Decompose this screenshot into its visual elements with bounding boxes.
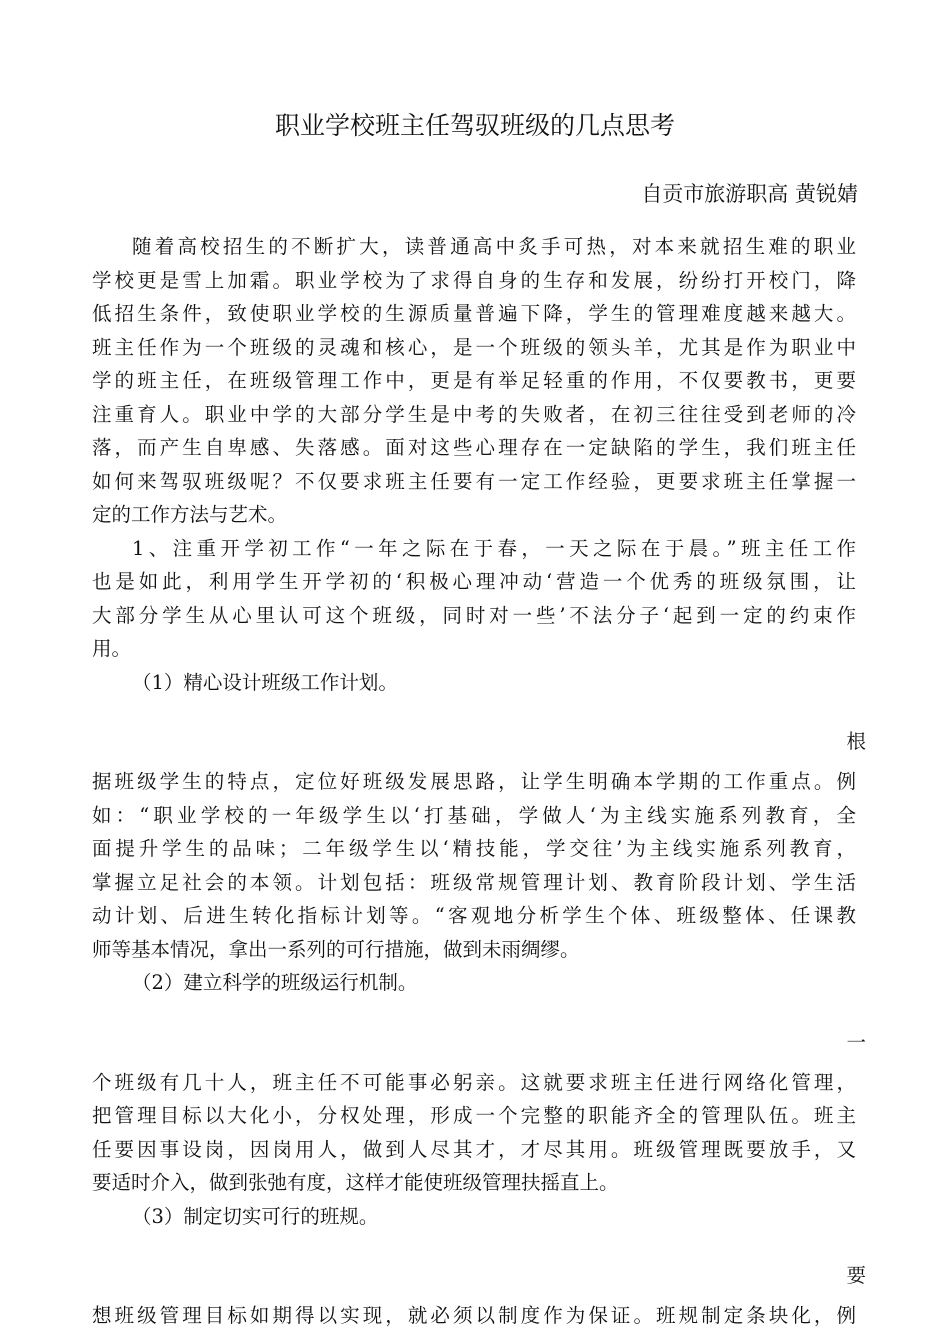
document-author: 自贡市旅游职高 黄锐婧 bbox=[641, 182, 858, 206]
text-line: 动计划、后进生转化指标计划等。“客观地分析学生个体、班级整体、任课教 bbox=[92, 904, 856, 927]
text-line: 定的工作方法与艺术。 bbox=[92, 503, 288, 526]
text-line bbox=[92, 1233, 866, 1299]
text-line: 如：“职业学校的一年级学生以‘打基础，学做人‘为主线实施系列教育，全 bbox=[92, 803, 856, 827]
line-fragment: 一 bbox=[846, 1030, 866, 1054]
line-fragment: 要 bbox=[846, 1264, 866, 1287]
text-line: 面提升学生的品味；二年级学生以‘精技能，学交往’为主线实施系列教育， bbox=[92, 837, 856, 860]
text-line bbox=[92, 699, 866, 765]
text-line: 也是如此，利用学生开学初的‘积极心理冲动‘营造一个优秀的班级氛围，让 bbox=[92, 570, 856, 593]
text-line: 学的班主任，在班级管理工作中，更是有举足轻重的作用，不仅要教书，更要 bbox=[92, 369, 856, 392]
text-line: 师等基本情况，拿出一系列的可行措施，做到未雨绸缪。 bbox=[92, 937, 580, 961]
document-title: 职业学校班主任驾驭班级的几点思考 bbox=[274, 111, 675, 140]
text-line: 低招生条件，致使职业学校的生源质量普遍下降，学生的管理难度越来越大。 bbox=[92, 302, 856, 325]
text-line: 班主任作为一个班级的灵魂和核心，是一个班级的领头羊，尤其是作为职业中 bbox=[92, 335, 856, 359]
text-line: 随着高校招生的不断扩大，读普通高中炙手可热，对本来就招生难的职业 bbox=[132, 235, 856, 258]
text-line: 大部分学生从心里认可这个班级，同时对一些’不法分子‘起到一定的约束作 bbox=[92, 603, 856, 627]
text-line: 如何来驾驭班级呢？不仅要求班主任要有一定工作经验，更要求班主任掌握一 bbox=[92, 469, 856, 493]
text-line: 注重育人。职业中学的大部分学生是中考的失败者，在初三往往受到老师的冷 bbox=[92, 402, 856, 426]
text-line: 要适时介入，做到张弛有度，这样才能使班级管理扶摇直上。 bbox=[92, 1171, 619, 1194]
text-line: （1）精心设计班级工作计划。 bbox=[132, 670, 398, 694]
text-line: 用。 bbox=[92, 637, 132, 660]
text-line: 1、注重开学初工作“一年之际在于春，一天之际在于晨。”班主任工作 bbox=[132, 536, 856, 560]
text-line: 任要因事设岗，因岗用人，做到人尽其才，才尽其用。班级管理既要放手，又 bbox=[92, 1137, 856, 1161]
text-line: 掌握立足社会的本领。计划包括：班级常规管理计划、教育阶段计划、学生活 bbox=[92, 870, 856, 894]
text-line: 个班级有几十人，班主任不可能事必躬亲。这就要求班主任进行网络化管理， bbox=[92, 1070, 856, 1094]
text-line: （2）建立科学的班级运行机制。 bbox=[132, 971, 418, 994]
line-fragment: 根 bbox=[846, 730, 866, 753]
text-line: 学校更是雪上加霜。职业学校为了求得自身的生存和发展，纷纷打开校门，降 bbox=[92, 268, 856, 292]
document-body bbox=[92, 230, 866, 1333]
text-line: 据班级学生的特点，定位好班级发展思路，让学生明确本学期的工作重点。例 bbox=[92, 770, 856, 793]
text-line: （3）制定切实可行的班规。 bbox=[132, 1204, 379, 1228]
text-line: 把管理目标以大化小，分权处理，形成一个完整的职能齐全的管理队伍。班主 bbox=[92, 1104, 856, 1127]
text-line bbox=[92, 1000, 866, 1066]
text-line: 落，而产生自卑感、失落感。面对这些心理存在一定缺陷的学生，我们班主任 bbox=[92, 436, 856, 459]
text-line: 想班级管理目标如期得以实现，就必须以制度作为保证。班规制定条块化，例 bbox=[92, 1304, 856, 1327]
